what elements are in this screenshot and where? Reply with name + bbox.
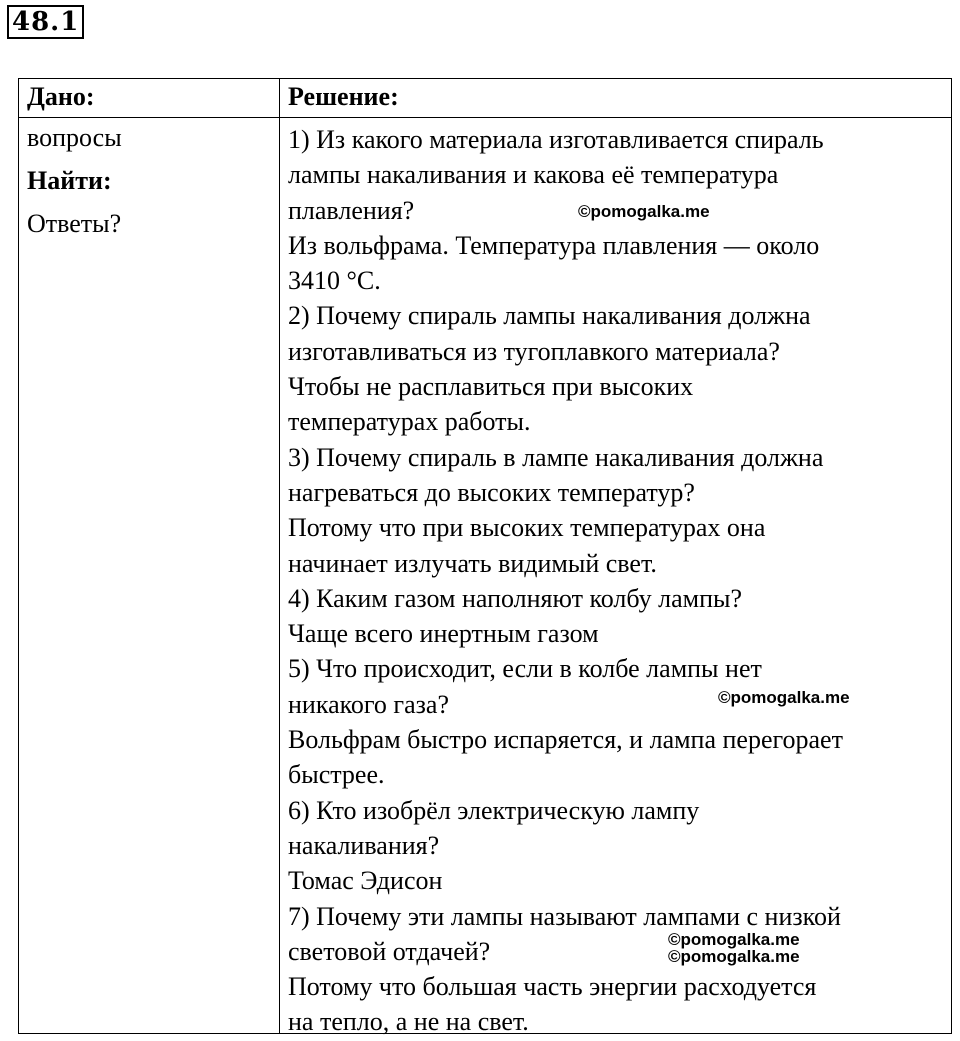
solution-line: никакого газа?	[288, 689, 449, 719]
solution-column	[288, 79, 950, 1040]
solution-line: изготавливаться из тугоплавкого материала?	[288, 336, 780, 366]
solution-line: температурах работы.	[288, 407, 531, 437]
solution-table	[18, 78, 952, 1037]
solution-line: 1) Из какого материала изготавливается спираль	[288, 125, 824, 154]
solution-line: Чаще всего инертным газом	[288, 619, 599, 649]
problem-number: 48.1	[7, 5, 84, 39]
watermark: ©pomogalka.me	[668, 947, 800, 966]
watermark: ©pomogalka.me	[578, 202, 710, 221]
solution-line: на тепло, а не на свет.	[288, 1007, 529, 1037]
solution-line: лампы накаливания и какова её температура	[288, 160, 779, 190]
solution-line: 6) Кто изобрёл электрическую лампу	[288, 795, 700, 825]
column-divider	[279, 79, 280, 1033]
given-value: вопросы	[27, 123, 122, 152]
solution-line: Из вольфрама. Температура плавления — около	[288, 230, 820, 260]
solution-heading: Решение:	[288, 82, 399, 111]
solution-line: 5) Что происходит, если в колбе лампы нет	[288, 654, 762, 684]
solution-line: плавления?	[288, 195, 415, 225]
given-column	[27, 79, 275, 245]
solution-text	[288, 117, 950, 1040]
solution-line: 3410 °С.	[288, 266, 381, 296]
solution-line: Томас Эдисон	[288, 866, 443, 896]
solution-line: накаливания?	[288, 830, 440, 860]
solution-line: световой отдачей?	[288, 936, 491, 966]
watermark: ©pomogalka.me	[718, 688, 850, 707]
solution-line: Потому что при высоких температурах она	[288, 513, 766, 543]
solution-line: быстрее.	[288, 760, 385, 790]
find-heading: Найти:	[27, 166, 112, 195]
solution-line: Чтобы не расплавиться при высоких	[288, 372, 694, 402]
solution-line: 7) Почему эти лампы называют лампами с низкой	[288, 901, 841, 931]
solution-line: Потому что большая часть энергии расходуется	[288, 972, 817, 1002]
solution-line: 2) Почему спираль лампы накаливания должна	[288, 301, 811, 331]
solution-line: 4) Каким газом наполняют колбу лампы?	[288, 583, 743, 613]
solution-line: Вольфрам быстро испаряется, и лампа перегорает	[288, 725, 843, 755]
solution-line: нагреваться до высоких температур?	[288, 477, 695, 507]
solution-line: начинает излучать видимый свет.	[288, 548, 657, 578]
solution-line: 3) Почему спираль в лампе накаливания должна	[288, 442, 824, 472]
find-value: Ответы?	[27, 209, 122, 238]
watermark: ©pomogalka.me	[668, 930, 800, 949]
given-heading: Дано:	[27, 82, 95, 111]
